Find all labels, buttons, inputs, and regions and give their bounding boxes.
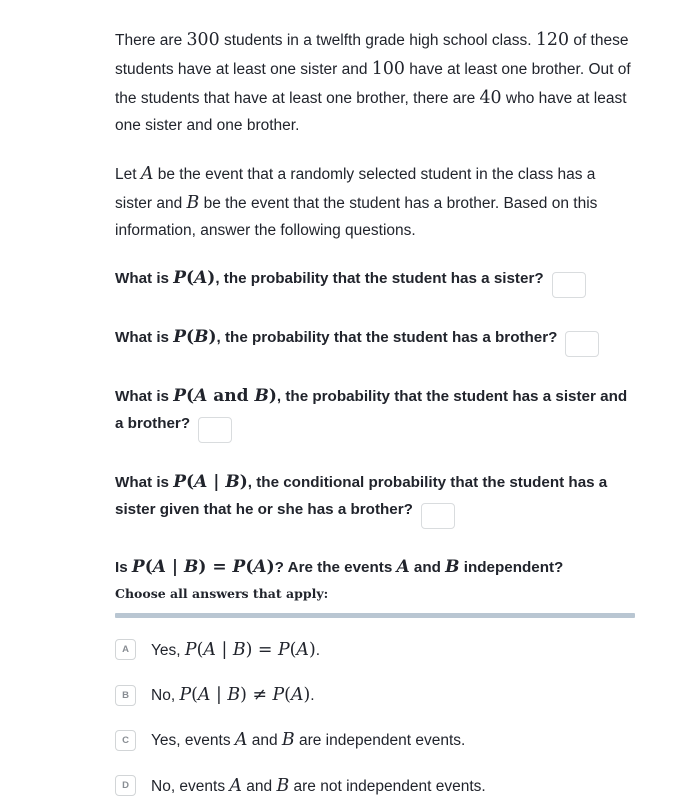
problem-setup: Let A be the event that a randomly selected student in the class has a sister and B be the event that the student has a brother. Based on this information, answer the following questions.	[115, 163, 598, 239]
choice-checkbox-d[interactable]: D	[115, 775, 136, 796]
choice-checkbox-c[interactable]: C	[115, 730, 136, 751]
question-pa-given-b-text: What is P(A | B), the conditional probability that the student has a sister given that he or she has a brother?	[115, 472, 608, 519]
question-pa-text: What is P(A), the probability that the student has a sister?	[115, 267, 544, 288]
question-pa-and-b-text: What is P(A and B), the probability that the student has a sister and a brother?	[115, 385, 628, 433]
answer-input-pb[interactable]	[565, 331, 599, 357]
question-pa	[115, 264, 635, 298]
choice-label-c[interactable]: Yes, events A and B are independent events.	[151, 730, 466, 751]
question-pb	[115, 323, 635, 357]
choice-label-a[interactable]: Yes, P(A | B) = P(A).	[151, 639, 321, 660]
choice-checkbox-a[interactable]: A	[115, 639, 136, 660]
answer-input-pa-given-b[interactable]	[421, 503, 455, 529]
choice-checkbox-b[interactable]: B	[115, 685, 136, 706]
question-pa-given-b	[115, 468, 635, 529]
answer-input-pa[interactable]	[552, 272, 586, 298]
question-pb-text: What is P(B), the probability that the student has a brother?	[115, 326, 558, 347]
problem-statement: There are 300 students in a twelfth grade high school class. 120 of these students have at least one sister and 100 have at least one brother. Out of the students that have at least one brother, there are 40 who have at least one sister and one brother.	[115, 30, 631, 135]
question-pa-and-b	[115, 382, 635, 443]
question-independence: Is P(A | B) = P(A)? Are the events A and B independent?	[115, 557, 564, 578]
choice-row-b[interactable]	[115, 683, 635, 707]
choice-row-d[interactable]	[115, 774, 635, 798]
answer-input-pa-and-b[interactable]	[198, 417, 232, 443]
section-divider	[115, 613, 635, 618]
choose-all-label: Choose all answers that apply:	[115, 585, 329, 601]
choice-row-c[interactable]	[115, 728, 635, 752]
choice-label-b[interactable]: No, P(A | B) ≠ P(A).	[151, 684, 315, 705]
choice-label-d[interactable]: No, events A and B are not independent events.	[151, 775, 486, 796]
choice-row-a[interactable]	[115, 638, 635, 662]
